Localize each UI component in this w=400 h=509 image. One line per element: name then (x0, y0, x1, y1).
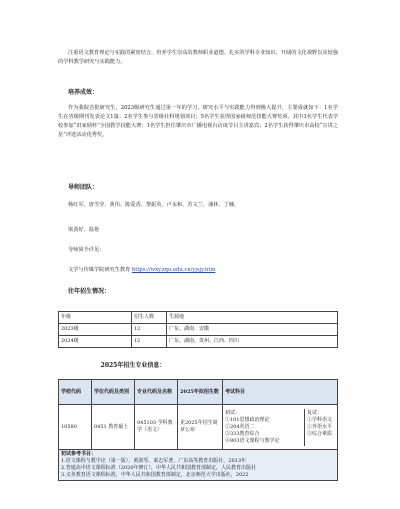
header-exam: 考试科目 (223, 380, 338, 405)
mentor-names-line2: 梁劲好、温艳 (68, 227, 100, 233)
enrollment-plan-table (58, 379, 338, 481)
table-row (59, 324, 338, 336)
mentor-intro-link[interactable]: https://wxy.zqu.edu.cn/yjsjy.htm (131, 267, 216, 273)
header-school-code: 学校代码 (59, 380, 92, 405)
reference-item: 3.义务教育语文课程标准，中华人民共和国教育部制定，北京师范大学出版社，2022 (61, 472, 249, 478)
prelim-title: 初试： (225, 409, 241, 416)
cell-grade: 2024级 (59, 336, 132, 348)
header-major: 专业代码及名称 (135, 380, 178, 405)
retest-subject: ②外语水平 (307, 423, 333, 430)
cell-quota: 见2025年招生简章公布 (178, 405, 223, 450)
header-origin: 生源地 (167, 312, 338, 324)
header-count: 招生人数 (132, 312, 167, 324)
cell-origin: 广东、湖南、贵州、江西、四川 (167, 336, 338, 348)
reference-title: 初试参考书目： (61, 451, 97, 457)
cell-major: 045103 学科教学（语文） (135, 405, 178, 450)
past-enrollment-table (58, 311, 338, 348)
table-header-row (59, 312, 338, 324)
table-row (59, 450, 338, 481)
header-grade: 年级 (59, 312, 132, 324)
mentor-details-label: 导师简介详见： (68, 247, 105, 253)
intro-paragraph: 注重语文教育理论与实践的紧密结合，培养学生崇高的教师职业道德、扎实的学科专业知识、开阔的文化视野以及较强的学科教学研究与实践能力。 (58, 50, 338, 65)
header-degree: 学位代码及类别 (92, 380, 135, 405)
reference-item: 2.普通高中语文课程标准（2020年修订），中华人民共和国教育部制定，人民教育出版社 (61, 465, 256, 471)
prelim-exam (223, 409, 304, 446)
table-row (59, 336, 338, 348)
plan-title: 2025年招生专业信息： (100, 362, 166, 369)
retest-title: 复试： (307, 409, 323, 416)
table-header-row (59, 380, 338, 405)
achievements-heading: 培养成效： (68, 89, 99, 96)
reference-books (59, 450, 338, 481)
retest-exam (304, 409, 337, 446)
retest-subject: ①学科语文 (307, 416, 333, 423)
header-quota: 2025年拟招生数 (178, 380, 223, 405)
past-enrollment-heading: 往年招生情况： (68, 288, 111, 295)
cell-count: 12 (132, 336, 167, 348)
achievements-paragraph: 作为我院首批研究生，2023级研究生通过第一年的学习，研究水平与实践能力得到极大提升，主要成就如下：1名学生在省级期刊发表论文1篇；2名学生参与省级社科规划项目；5名学生获得国家级师范技能大赛奖项，其中3名学生代表学校参加“田家炳杯”全国教学技能大赛；1名学生担任肇庆市广播电视台访谈节目主讲嘉宾；2名学生获得肇庆市高校“宣讲之星”评选活动优秀奖。 (58, 105, 338, 138)
mentor-link-line (68, 266, 215, 275)
retest-subject: ③综合素质 (307, 430, 333, 437)
cell-school-code: 10580 (59, 405, 92, 450)
link-prefix: 文学与传媒学院研究生教育 (68, 267, 131, 273)
mentor-names-line1: 杨红军、唐雪莹、黄伟、陈爱香、黎振英、卢永和、苏文兰、潘林、丁楠、 (68, 202, 240, 208)
cell-count: 12 (132, 324, 167, 336)
reference-item: 1.语文课程与教学论（第一版），黄淑琴、秦志军著，广东高等教育出版社，2013年 (61, 458, 246, 464)
cell-origin: 广东、湖南、安徽 (167, 324, 338, 336)
mentors-heading: 导师团队： (68, 184, 99, 191)
cell-grade: 2023级 (59, 324, 132, 336)
cell-degree: 0451 教育硕士 (92, 405, 135, 450)
prelim-subject: ②204英语二 (225, 423, 255, 430)
prelim-subject: ①101思想政治理论 (225, 416, 270, 423)
prelim-subject: ③333教育综合 (225, 430, 260, 437)
cell-exam (223, 405, 338, 450)
table-row (59, 405, 338, 450)
prelim-subject: ④803语文课程与教学论 (225, 437, 280, 444)
